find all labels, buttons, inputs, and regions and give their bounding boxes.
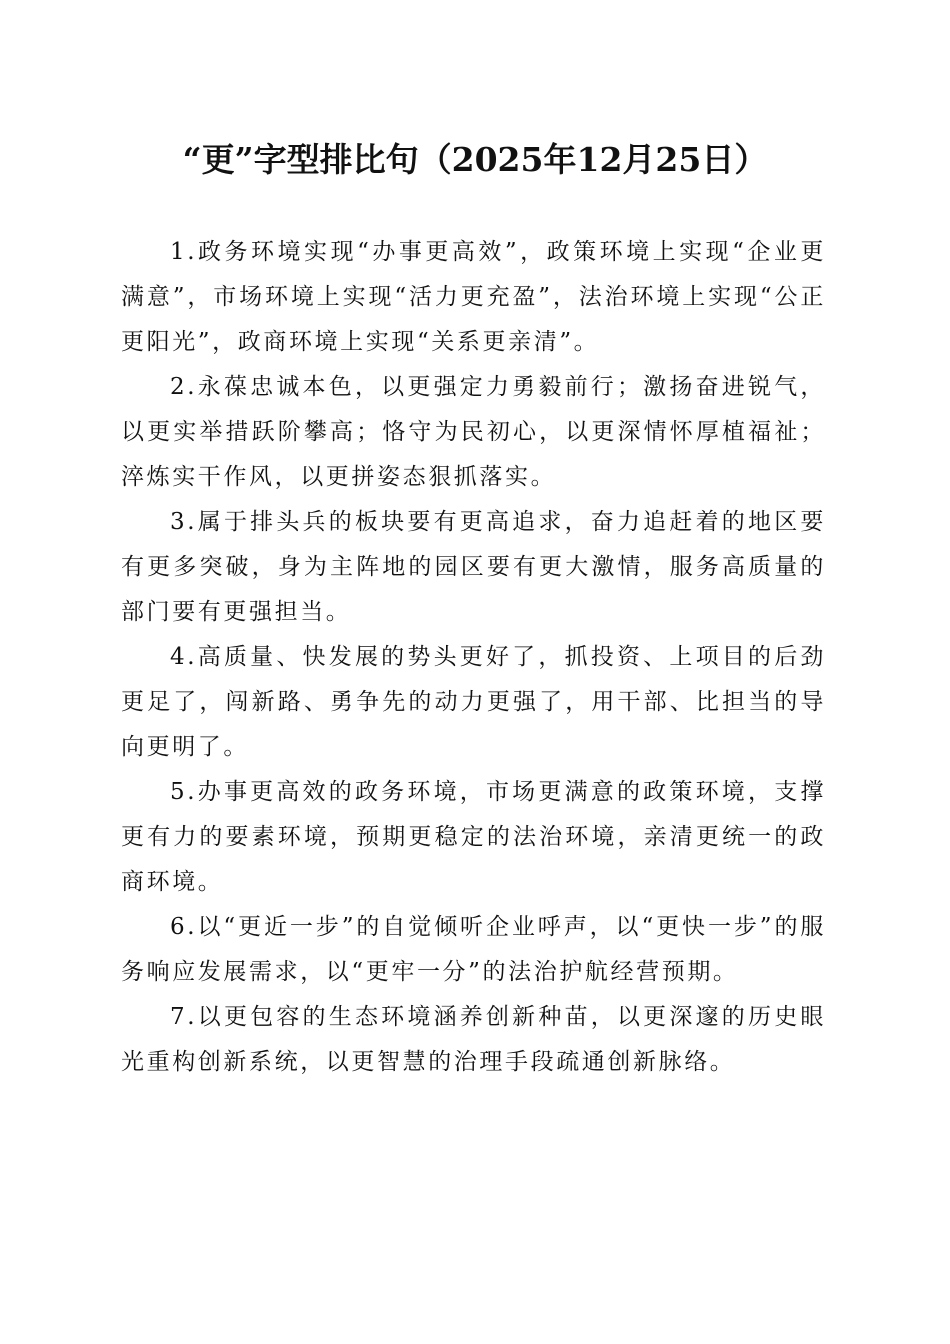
- paragraph-7: 7.以更包容的生态环境涵养创新种苗，以更深邃的历史眼光重构创新系统，以更智慧的治理手段疏通创新脉络。: [121, 1004, 826, 1075]
- paragraph-6: 6.以“更近一步”的自觉倾听企业呼声，以“更快一步”的服务响应发展需求，以“更牢一分”的法治护航经营预期。: [121, 914, 826, 985]
- paragraph-1: 1.政务环境实现“办事更高效”，政策环境上实现“企业更满意”，市场环境上实现“活力更充盈”，法治环境上实现“公正更阳光”，政商环境上实现“关系更亲清”。: [121, 239, 826, 355]
- document-title: “更”字型排比句（2025年12月25日）: [182, 140, 768, 179]
- document-body: [121, 230, 826, 1085]
- paragraph-5: 5.办事更高效的政务环境，市场更满意的政策环境，支撑更有力的要素环境，预期更稳定的法治环境，亲清更统一的政商环境。: [121, 779, 826, 895]
- paragraph-2: 2.永葆忠诚本色，以更强定力勇毅前行；激扬奋进锐气，以更实举措跃阶攀高；恪守为民初心，以更深情怀厚植福祉；淬炼实干作风，以更拼姿态狠抓落实。: [121, 374, 826, 490]
- paragraph-4: 4.高质量、快发展的势头更好了，抓投资、上项目的后劲更足了，闯新路、勇争先的动力更强了，用干部、比担当的导向更明了。: [121, 644, 826, 760]
- paragraph-3: 3.属于排头兵的板块要有更高追求，奋力追赶着的地区要有更多突破，身为主阵地的园区要有更大激情，服务高质量的部门要有更强担当。: [121, 509, 826, 625]
